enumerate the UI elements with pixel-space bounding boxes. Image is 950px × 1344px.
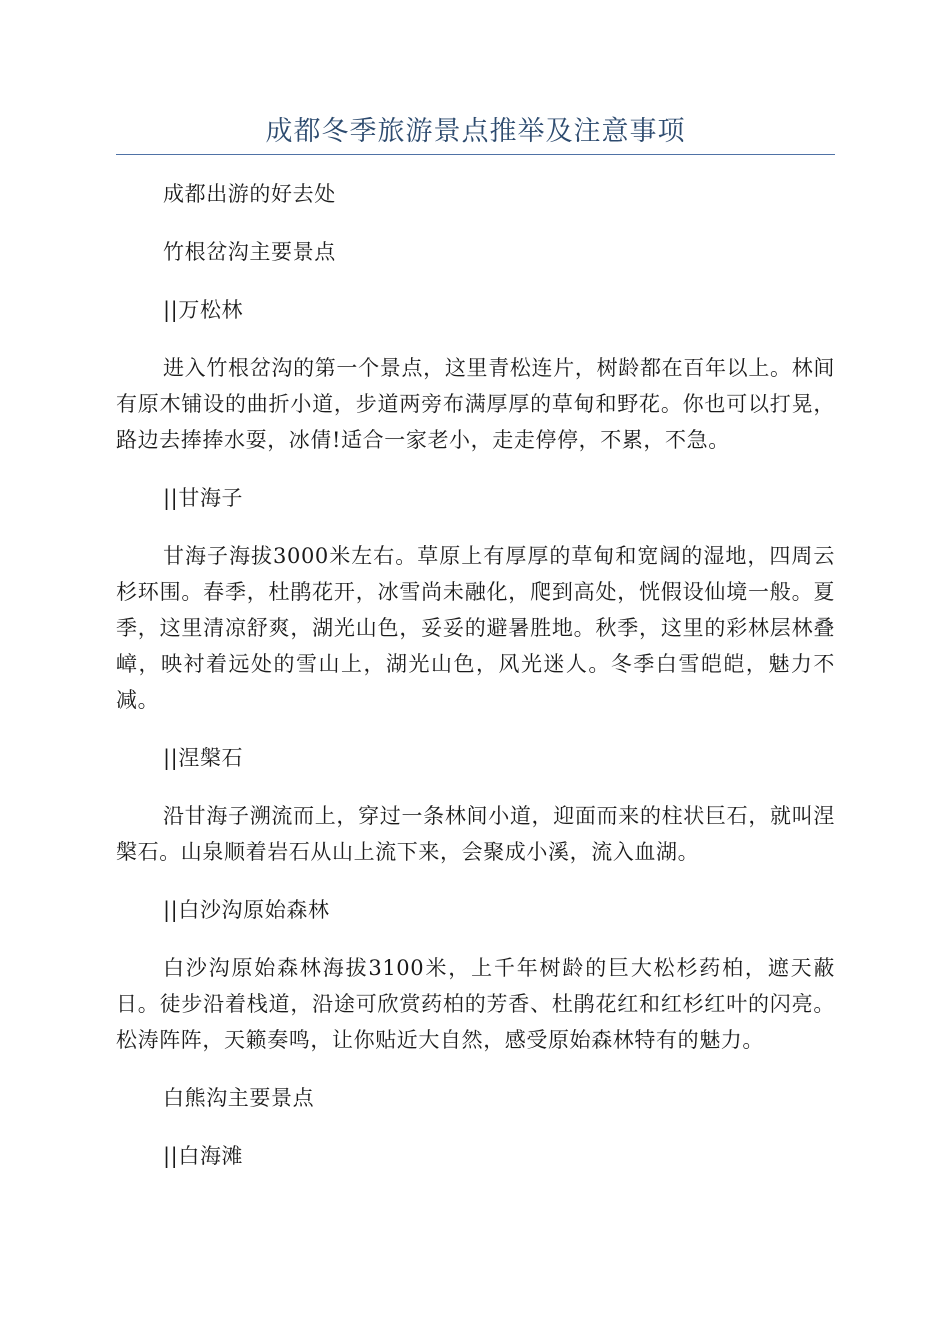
section-heading: 白熊沟主要景点: [163, 1086, 315, 1110]
subsection-heading: ||万松林: [163, 298, 244, 322]
body-paragraph: 进入竹根岔沟的第一个景点，这里青松连片，树龄都在百年以上。林间有原木铺设的曲折小道，步道两旁布满厚厚的草甸和野花。你也可以打晃，路边去捧捧水耍，冰倩!适合一家老小，走走停停，不累，不急。: [116, 356, 835, 452]
subsection-heading: ||涅槃石: [163, 746, 244, 770]
body-paragraph: 甘海子海拔3000米左右。草原上有厚厚的草甸和宽阔的湿地，四周云杉环围。春季，杜鹃花开，冰雪尚未融化，爬到高处，恍假设仙境一般。夏季，这里清凉舒爽，湖光山色，妥妥的避暑胜地。秋季，这里的彩林层林叠嶂，映衬着远处的雪山上，湖光山色，风光迷人。冬季白雪皑皑，魅力不减。: [116, 544, 835, 712]
document-body: [116, 176, 835, 1196]
subsection-heading: ||白沙沟原始森林: [163, 898, 330, 922]
subsection-heading: ||白海滩: [163, 1144, 244, 1168]
document-title: 成都冬季旅游景点推举及注意事项: [265, 116, 686, 147]
title-underline: [116, 154, 835, 155]
body-paragraph: 白沙沟原始森林海拔3100米，上千年树龄的巨大松杉药柏，遮天蔽日。徒步沿着栈道，沿途可欣赏药柏的芳香、杜鹃花红和红杉红叶的闪亮。松涛阵阵，天籁奏鸣，让你贴近大自然，感受原始森林特有的魅力。: [116, 956, 835, 1052]
section-heading: 竹根岔沟主要景点: [163, 240, 336, 264]
section-heading: 成都出游的好去处: [163, 182, 336, 206]
body-paragraph: 沿甘海子溯流而上，穿过一条林间小道，迎面而来的柱状巨石，就叫涅槃石。山泉顺着岩石从山上流下来，会聚成小溪，流入血湖。: [116, 804, 835, 864]
subsection-heading: ||甘海子: [163, 486, 244, 510]
